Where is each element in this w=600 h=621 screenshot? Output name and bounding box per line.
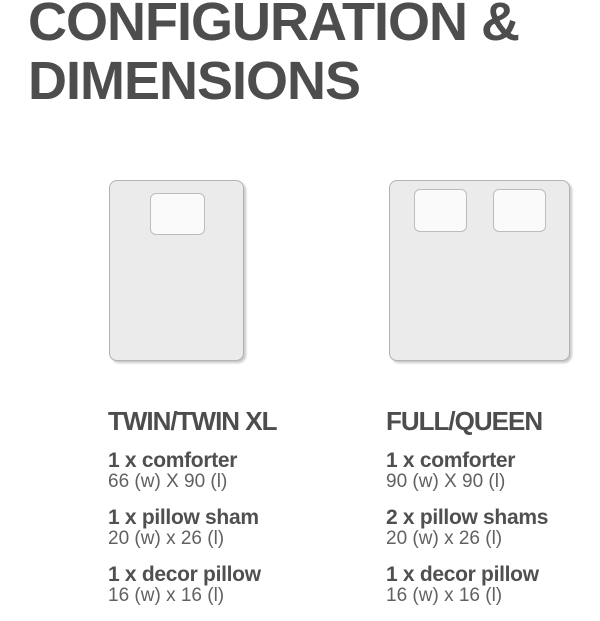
comforter-shape-twin xyxy=(109,180,244,361)
item-label: 1 x decor pillow xyxy=(386,563,539,586)
item-dimensions: 66 (w) X 90 (l) xyxy=(108,471,228,492)
list-item-pillow-shams xyxy=(386,507,600,549)
item-label: 2 x pillow shams xyxy=(386,506,549,529)
item-label: 1 x comforter xyxy=(386,449,516,472)
comforter-shape-queen xyxy=(389,180,570,361)
item-dimensions: 16 (w) x 16 (l) xyxy=(386,585,503,606)
size-heading-twin: TWIN/TWIN XL xyxy=(108,406,277,436)
size-column-queen xyxy=(386,406,600,621)
item-label: 1 x pillow sham xyxy=(108,506,259,529)
pillow-sham-shape xyxy=(493,189,546,232)
item-dimensions: 20 (w) x 26 (l) xyxy=(108,528,225,549)
list-item-comforter xyxy=(386,450,600,492)
bed-diagram-twin xyxy=(109,180,244,361)
list-item-pillow-sham xyxy=(108,507,338,549)
item-label: 1 x comforter xyxy=(108,449,238,472)
size-column-twin xyxy=(108,406,338,621)
bed-diagram-queen xyxy=(389,180,570,361)
item-label: 1 x decor pillow xyxy=(108,563,261,586)
pillow-sham-shape xyxy=(414,189,467,232)
item-dimensions: 16 (w) x 16 (l) xyxy=(108,585,225,606)
page-title xyxy=(28,0,519,111)
list-item-comforter xyxy=(108,450,338,492)
page-title-line-2: DIMENSIONS xyxy=(28,51,361,111)
page-title-line-1: CONFIGURATION & xyxy=(28,0,519,52)
pillow-sham-shape xyxy=(150,193,205,235)
item-dimensions: 90 (w) X 90 (l) xyxy=(386,471,506,492)
size-heading-queen: FULL/QUEEN xyxy=(386,406,543,436)
item-dimensions: 20 (w) x 26 (l) xyxy=(386,528,503,549)
